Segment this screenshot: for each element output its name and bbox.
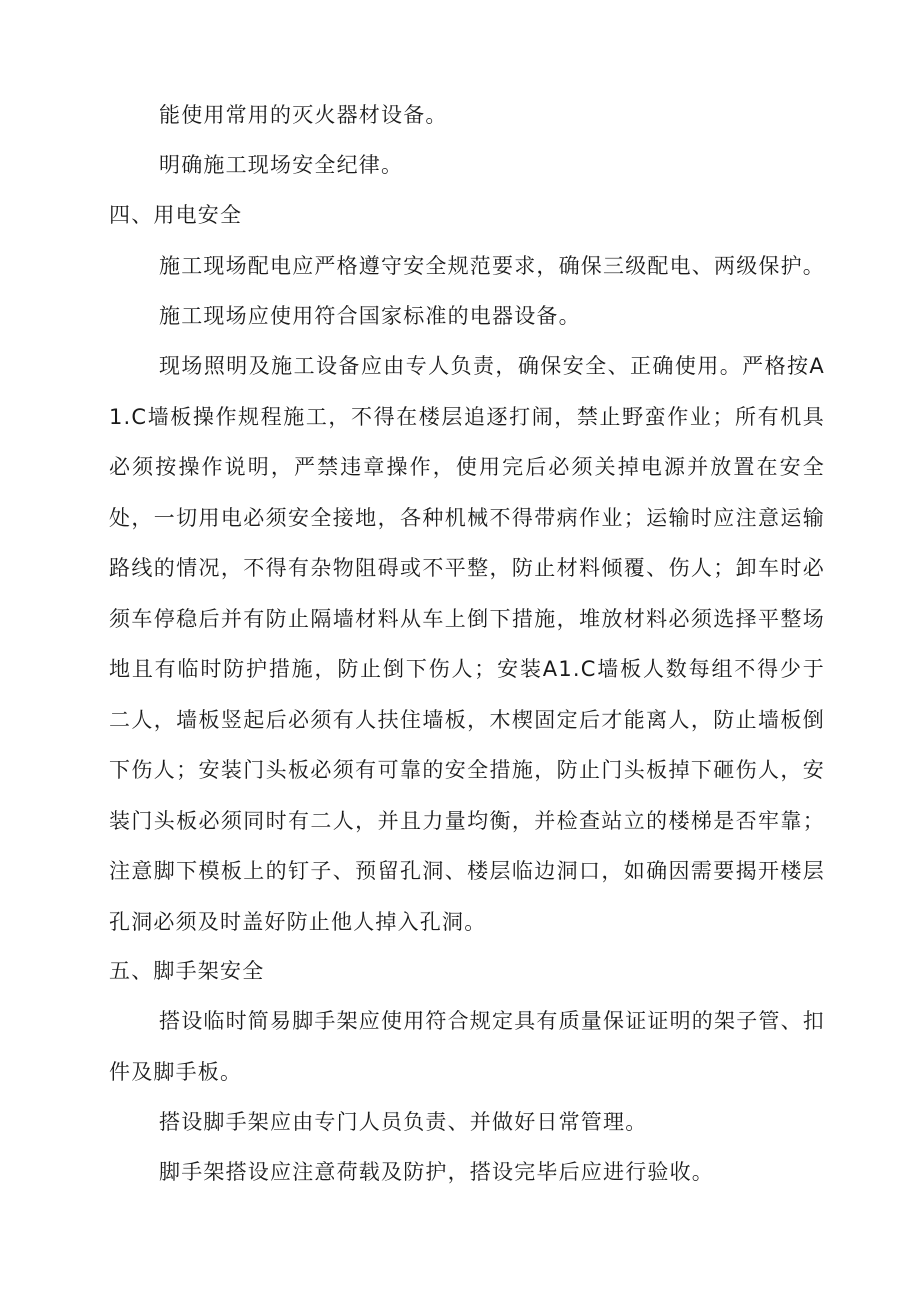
section-heading-electrical-safety: 四、用电安全 [109, 203, 243, 227]
paragraph-standard-equipment: 施工现场应使用符合国家标准的电器设备。 [159, 304, 581, 328]
paragraph-power-distribution: 施工现场配电应严格遵守安全规范要求，确保三级配电、两级保护。 [159, 254, 825, 278]
paragraph-scaffold-inspection: 脚手架搭设应注意荷载及防护，搭设完毕后应进行验收。 [159, 1160, 714, 1184]
paragraph-scaffold-management: 搭设脚手架应由专门人员负责、并做好日常管理。 [159, 1110, 648, 1134]
paragraph-site-discipline: 明确施工现场安全纪律。 [159, 153, 404, 177]
paragraph-fire-equipment: 能使用常用的灭火器材设备。 [159, 103, 448, 127]
paragraph-scaffold-materials: 搭设临时简易脚手架应使用符合规定具有质量保证证明的架子管、扣件及脚手板。 [109, 1009, 825, 1084]
section-heading-scaffold-safety: 五、脚手架安全 [109, 959, 265, 983]
paragraph-lighting-and-operations: 现场照明及施工设备应由专人负责，确保安全、正确使用。严格按A1.C墙板操作规程施工，不得在楼层追逐打闹，禁止野蛮作业；所有机具必须按操作说明，严禁违章操作，使用完后必须关掉电源并放置在安全处，一切用电必须安全接地，各种机械不得带病作业；运输时应注意运输路线的情况，不得有杂物阻碍或不平整，防止材料倾覆、伤人；卸车时必须车停稳后并有防止隔墙材料从车上倒下措施，堆放材料必须选择平整场地且有临时防护措施，防止倒下伤人；安装A1.C墙板人数每组不得少于二人，墙板竖起后必须有人扶住墙板，木楔固定后才能离人，防止墙板倒下伤人；安装门头板必须有可靠的安全措施，防止门头板掉下砸伤人，安装门头板必须同时有二人，并且力量均衡，并检查站立的楼梯是否牢靠；注意脚下模板上的钉子、预留孔洞、楼层临边洞口，如确因需要揭开楼层孔洞必须及时盖好防止他人掉入孔洞。 [109, 354, 825, 934]
